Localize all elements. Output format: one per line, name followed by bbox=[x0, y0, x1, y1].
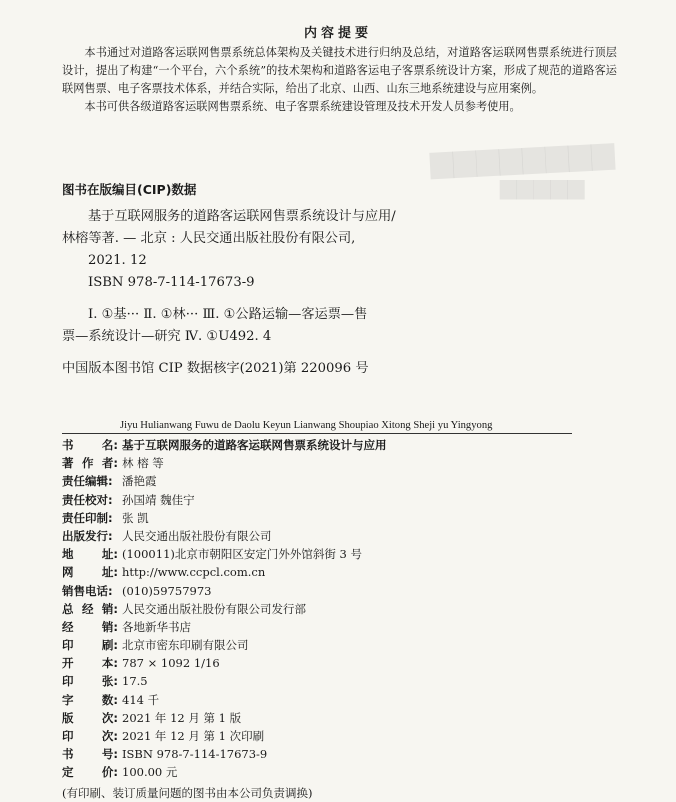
info-label-part: 址: bbox=[101, 565, 118, 580]
cip-line: 票—系统设计—研究 Ⅳ. ①U492. 4 bbox=[62, 329, 272, 344]
info-value: 北京市密东印刷有限公司 bbox=[122, 638, 249, 653]
divider bbox=[62, 433, 572, 434]
info-label bbox=[62, 545, 118, 563]
info-row bbox=[62, 472, 582, 490]
info-label bbox=[62, 472, 118, 490]
info-label bbox=[62, 491, 118, 509]
info-label bbox=[62, 454, 118, 472]
info-label-part: 张: bbox=[101, 674, 118, 689]
info-label-part: 版 bbox=[62, 710, 74, 725]
cip-line: Ⅰ. ①基··· Ⅱ. ①林··· Ⅲ. ①公路运输—客运票—售 bbox=[88, 307, 368, 322]
cip-record-number: 中国版本图书馆 CIP 数据核字(2021)第 220096 号 bbox=[62, 361, 369, 376]
info-value: 潘艳霞 bbox=[122, 474, 157, 489]
info-row bbox=[62, 691, 582, 709]
info-label-part: 字 bbox=[62, 692, 74, 707]
info-row bbox=[62, 763, 582, 781]
info-label bbox=[62, 654, 118, 672]
info-label-part: 网 bbox=[62, 565, 74, 580]
info-label bbox=[62, 691, 118, 709]
info-label-part: 责任校对: bbox=[62, 492, 113, 507]
info-row bbox=[62, 454, 582, 472]
info-row bbox=[62, 436, 582, 454]
info-label-part: 经 bbox=[81, 601, 94, 616]
info-label-part: 刷: bbox=[101, 638, 118, 653]
info-label-part: 号: bbox=[101, 747, 118, 762]
info-label-part: 地 bbox=[62, 547, 74, 562]
cip-data bbox=[62, 206, 582, 380]
show-through-text: ▆▆▆▆▆▆▆▆ bbox=[429, 135, 616, 180]
info-label-part: 定 bbox=[62, 765, 74, 780]
cip-heading: 图书在版编目(CIP)数据 bbox=[62, 182, 197, 197]
summary-title: 内容提要 bbox=[303, 26, 372, 41]
info-label-part: 者: bbox=[101, 456, 118, 471]
info-row bbox=[62, 709, 582, 727]
info-label-part: 总 bbox=[62, 601, 74, 616]
info-value: 张 凯 bbox=[122, 510, 149, 525]
cip-line: ISBN 978-7-114-17673-9 bbox=[88, 275, 255, 290]
info-row bbox=[62, 618, 582, 636]
info-label-part: 本: bbox=[101, 656, 118, 671]
cip-line: 2021. 12 bbox=[88, 253, 147, 268]
info-label-part: 次: bbox=[101, 710, 118, 725]
info-label-part: 址: bbox=[101, 547, 118, 562]
info-label-part: 数: bbox=[101, 692, 118, 707]
info-value: 100.00 元 bbox=[122, 765, 178, 780]
info-value: http://www.ccpcl.com.cn bbox=[122, 565, 266, 580]
info-label-part: 印 bbox=[62, 729, 74, 743]
info-label bbox=[62, 727, 118, 745]
info-value: 2021 年 12 月 第 1 版 bbox=[122, 710, 242, 725]
info-label bbox=[62, 509, 118, 527]
info-value: ISBN 978-7-114-17673-9 bbox=[122, 747, 268, 762]
info-row bbox=[62, 509, 582, 527]
info-value: 孙国靖 魏佳宁 bbox=[122, 492, 195, 507]
info-label bbox=[62, 582, 118, 600]
info-label-part: 销: bbox=[101, 601, 118, 616]
info-label-part: 销: bbox=[101, 619, 118, 634]
info-label-part: 责任印制: bbox=[62, 510, 113, 525]
info-label-part: 次: bbox=[101, 729, 118, 743]
footnote: (有印刷、装订质量问题的图书由本公司负责调换) bbox=[62, 785, 313, 800]
info-value: 基于互联网服务的道路客运联网售票系统设计与应用 bbox=[122, 438, 387, 452]
info-value: (100011)北京市朝阳区安定门外外馆斜街 3 号 bbox=[122, 547, 362, 562]
cip-line: 基于互联网服务的道路客运联网售票系统设计与应用/ bbox=[88, 209, 396, 224]
info-label-part: 印 bbox=[62, 638, 74, 653]
info-label-part: 销售电话: bbox=[62, 583, 113, 598]
info-row bbox=[62, 582, 582, 600]
info-row bbox=[62, 636, 582, 654]
pinyin-title: Jiyu Hulianwang Fuwu de Daolu Keyun Lianwang Shoupiao Xitong Sheji yu Yingyong bbox=[120, 420, 493, 431]
info-label bbox=[62, 636, 118, 654]
info-row bbox=[62, 545, 582, 563]
info-label bbox=[62, 600, 118, 618]
info-row bbox=[62, 563, 582, 581]
info-label-part: 价: bbox=[101, 765, 118, 780]
info-value: 人民交通出版社股份有限公司发行部 bbox=[122, 601, 306, 616]
info-row bbox=[62, 527, 582, 545]
info-label bbox=[62, 436, 118, 454]
info-row bbox=[62, 672, 582, 690]
info-label bbox=[62, 527, 118, 545]
publication-info bbox=[62, 436, 582, 802]
info-label-part: 作 bbox=[81, 456, 94, 471]
info-label-part: 书 bbox=[62, 747, 74, 762]
info-label-part: 印 bbox=[62, 674, 74, 689]
info-row bbox=[62, 600, 582, 618]
info-value: 林 榕 等 bbox=[122, 456, 164, 471]
summary-text bbox=[62, 44, 617, 116]
info-value: 各地新华书店 bbox=[122, 619, 191, 634]
info-row bbox=[62, 491, 582, 509]
cip-line: 林榕等著. — 北京 : 人民交通出版社股份有限公司, bbox=[62, 231, 356, 246]
info-value: 2021 年 12 月 第 1 次印刷 bbox=[122, 729, 265, 743]
info-label-part: 出版发行: bbox=[62, 528, 113, 543]
info-label-part: 责任编辑: bbox=[62, 474, 113, 489]
info-row bbox=[62, 745, 582, 763]
info-value: 17.5 bbox=[122, 674, 148, 689]
info-label bbox=[62, 709, 118, 727]
info-label bbox=[62, 745, 118, 763]
info-label-part: 书 bbox=[62, 438, 74, 452]
show-through-text: ▆▆▆▆▆ bbox=[500, 175, 585, 200]
info-label bbox=[62, 763, 118, 781]
info-value: (010)59757973 bbox=[122, 583, 212, 598]
info-label bbox=[62, 618, 118, 636]
summary-paragraph: 本书通过对道路客运联网售票系统总体架构及关键技术进行归纳及总结，对道路客运联网售票系统进行顶层设计，提出了构建“一个平台，六个系统”的技术架构和道路客运电子客票系统设计方案，形成了规范的道路客运联网售票、电子客票技术体系，并结合实际，给出了北京、山西、山东三地系统建设与应用案例。 bbox=[62, 46, 617, 95]
summary-paragraph: 本书可供各级道路客运联网售票系统、电子客票系统建设管理及技术开发人员参考使用。 bbox=[84, 100, 521, 113]
info-row bbox=[62, 727, 582, 745]
info-row bbox=[62, 654, 582, 672]
info-value: 414 千 bbox=[122, 692, 160, 707]
info-label bbox=[62, 563, 118, 581]
info-value: 787 × 1092 1/16 bbox=[122, 656, 220, 671]
info-label-part: 著 bbox=[62, 456, 74, 471]
info-label-part: 经 bbox=[62, 619, 74, 634]
info-value: 人民交通出版社股份有限公司 bbox=[122, 528, 272, 543]
info-label-part: 开 bbox=[62, 656, 74, 671]
info-label-part: 名: bbox=[101, 438, 118, 452]
info-label bbox=[62, 672, 118, 690]
